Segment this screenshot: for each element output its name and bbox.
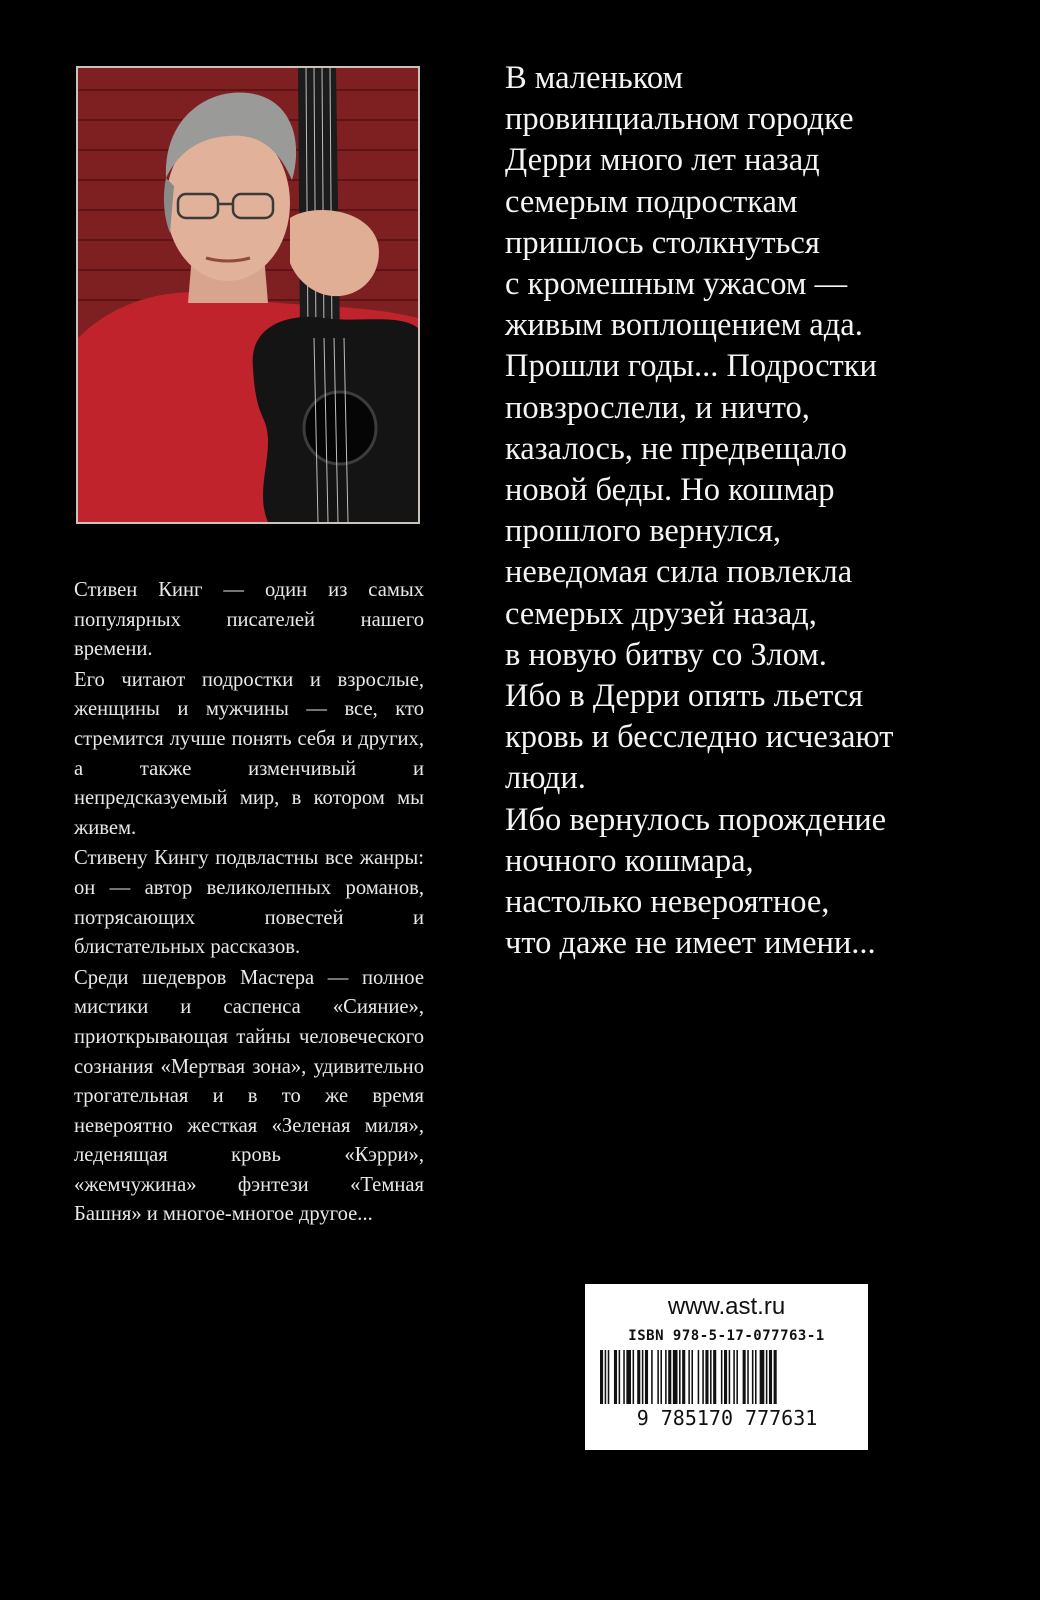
barcode-bar (600, 1350, 603, 1404)
blurb-line: ночного кошмара, (505, 842, 754, 879)
barcode-bar (604, 1350, 606, 1404)
barcode-bar (682, 1350, 685, 1404)
barcode-bar (765, 1350, 767, 1404)
barcode-bar (637, 1350, 640, 1404)
publisher-website: www.ast.ru (667, 1293, 786, 1320)
blurb-line: люди. (505, 760, 586, 797)
bio-paragraph: Его читают подростки и взрослые, женщины и мужчины — все, кто стремится лучше понять себя и других, а также изменчивый и непредсказуемый мир, в котором мы живем. (74, 668, 424, 839)
author-portrait-image (78, 68, 418, 522)
blurb-line: новой беды. Но кошмар (505, 472, 835, 509)
barcode-bar (773, 1350, 776, 1404)
barcode-bar (710, 1350, 712, 1404)
barcode-bar (618, 1350, 620, 1404)
blurb-line: кровь и бесследно исчезают (505, 719, 894, 756)
barcode-bar (747, 1350, 749, 1404)
blurb-line: провинциальном городке (505, 101, 854, 138)
bio-paragraph: Стивену Кингу подвластны все жанры: он — автор великолепных романов, потрясающих повестей и блистательных рассказов. (74, 847, 424, 959)
blurb-line: Прошли годы... Подростки (505, 348, 877, 385)
blurb-line: Ибо вернулось порождение (505, 801, 887, 838)
barcode-bar (728, 1350, 730, 1404)
barcode-bar (724, 1350, 727, 1404)
barcode-bar (720, 1350, 722, 1404)
barcode-bar (742, 1350, 745, 1404)
isbn-text: ISBN 978-5-17-077763-1 (628, 1328, 825, 1344)
bio-paragraph: Стивен Кинг — один из самых популярных писателей нашего времени. (74, 579, 424, 661)
barcode-bar (733, 1350, 735, 1404)
barcode-bar (713, 1350, 716, 1404)
barcode-bar (751, 1350, 753, 1404)
author-photo (76, 66, 420, 524)
barcode-bar (668, 1350, 671, 1404)
barcode-bar (665, 1350, 667, 1404)
barcode-bar (688, 1350, 690, 1404)
barcode-bar (613, 1350, 616, 1404)
barcode-bar (736, 1350, 738, 1404)
barcode-bar (607, 1350, 609, 1404)
barcode-bar (644, 1350, 647, 1404)
barcode-bar (691, 1350, 693, 1404)
barcode-bar (651, 1350, 653, 1404)
blurb-line: семерым подросткам (505, 183, 798, 220)
barcode-bar (759, 1350, 764, 1404)
blurb-line: В маленьком (505, 60, 684, 96)
barcode-digits: 9 785170 777631 (636, 1406, 817, 1428)
barcode-bar (697, 1350, 699, 1404)
barcode (596, 1350, 858, 1428)
blurb-line: живым воплощением ада. (505, 307, 863, 344)
book-blurb (505, 58, 975, 964)
barcode-bar (768, 1350, 771, 1404)
barcode-bar (672, 1350, 677, 1404)
barcode-bar (632, 1350, 634, 1404)
barcode-bar (702, 1350, 704, 1404)
blurb-line: Дерри много лет назад (505, 142, 820, 179)
blurb-line: повзрослели, и ничто, (505, 389, 810, 426)
blurb-line: Ибо в Дерри опять льется (505, 678, 864, 715)
blurb-line: прошлого вернулся, (505, 513, 782, 550)
barcode-label (585, 1284, 868, 1450)
blurb-line: что даже не имеет имени... (505, 925, 876, 962)
barcode-bar (755, 1350, 757, 1404)
barcode-bar (657, 1350, 659, 1404)
author-bio (74, 576, 424, 1231)
blurb-line: с кромешным ужасом — (505, 266, 848, 303)
blurb-line: в новую битву со Злом. (505, 636, 827, 673)
barcode-bar (705, 1350, 708, 1404)
blurb-line: казалось, не предвещало (505, 430, 847, 467)
blurb-line: неведомая сила повлекла (505, 554, 853, 591)
blurb-line: семерых друзей назад, (505, 595, 817, 632)
bio-paragraph: Среди шедевров Мастера — полное мистики и саспенса «Сияние», приоткрывающая тайны человеческого сознания «Мертвая зона», удивительно трогательная и в то же время невероятно жесткая «Зеленая миля», леденящая кровь «Кэрри», «жемчужина» фэнтези «Темная Башня» и многое-многое другое... (74, 966, 424, 1226)
barcode-bar (623, 1350, 625, 1404)
barcode-bar (626, 1350, 631, 1404)
barcode-bars (600, 1350, 777, 1404)
barcode-bar (660, 1350, 662, 1404)
blurb-line: пришлось столкнуться (505, 224, 820, 261)
barcode-bar (679, 1350, 681, 1404)
barcode-bar (641, 1350, 643, 1404)
blurb-line: настолько невероятное, (505, 884, 830, 921)
